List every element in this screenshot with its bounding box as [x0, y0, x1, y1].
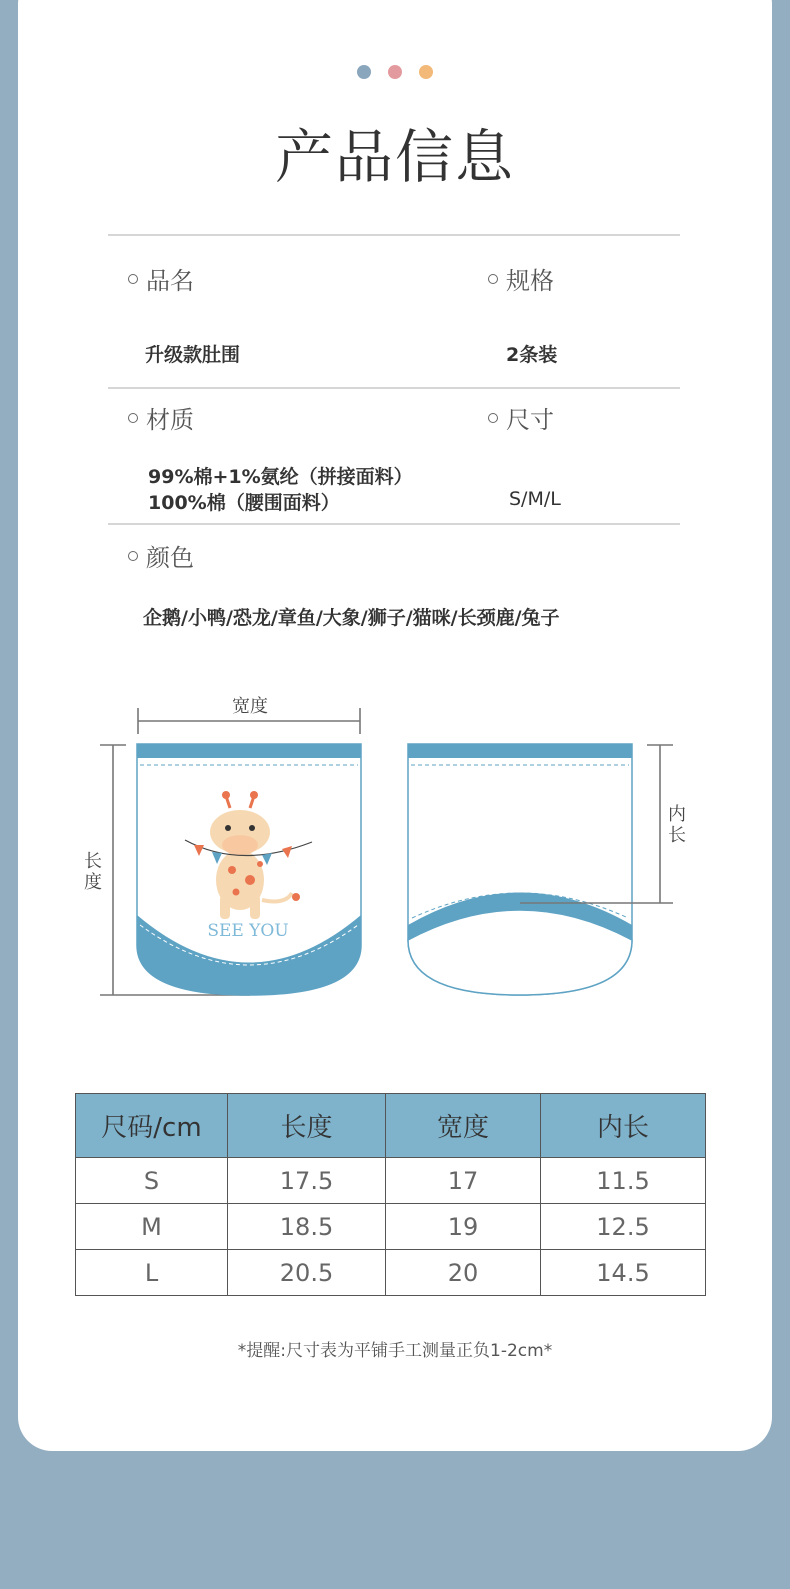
dot-pink	[388, 65, 402, 79]
dot-blue	[357, 65, 371, 79]
divider	[108, 523, 680, 525]
header-width: 宽度	[386, 1094, 541, 1158]
front-garment	[137, 744, 361, 995]
decorative-dots	[0, 64, 790, 83]
cell-width: 17	[386, 1158, 541, 1204]
page-title: 产品信息	[274, 123, 515, 191]
divider	[108, 387, 680, 389]
inner-label-1: 内	[668, 804, 686, 825]
name-value: 升级款肚围	[145, 344, 241, 366]
width-label: 宽度	[232, 696, 268, 717]
table-header-row	[76, 1094, 706, 1158]
spec-value: 2条装	[506, 344, 558, 366]
color-label: 颜色	[128, 538, 194, 573]
size-diagram	[0, 690, 790, 1010]
cell-inner-length: 11.5	[541, 1158, 706, 1204]
size-label: 尺寸	[488, 400, 554, 435]
dot-orange	[419, 65, 433, 79]
header-size: 尺码/cm	[76, 1094, 228, 1158]
cell-size: S	[76, 1158, 228, 1204]
material-value-2: 100%棉（腰围面料）	[148, 492, 340, 514]
cell-length: 17.5	[228, 1158, 386, 1204]
table-row	[76, 1204, 706, 1250]
table-row	[76, 1158, 706, 1204]
measurement-note: *提醒:尺寸表为平铺手工测量正负1-2cm*	[237, 1341, 553, 1361]
size-value: S/M/L	[509, 488, 561, 510]
divider	[108, 234, 680, 236]
cell-inner-length: 12.5	[541, 1204, 706, 1250]
print-text: SEE YOU	[207, 921, 289, 941]
cell-length: 18.5	[228, 1204, 386, 1250]
cell-size: M	[76, 1204, 228, 1250]
length-label-2: 度	[84, 872, 102, 893]
material-value-1: 99%棉+1%氨纶（拼接面料）	[148, 466, 413, 488]
header-inner-length: 内长	[541, 1094, 706, 1158]
inner-label-2: 长	[668, 825, 686, 846]
size-table	[75, 1093, 706, 1296]
back-garment	[408, 744, 632, 995]
cell-size: L	[76, 1250, 228, 1296]
name-label: 品名	[128, 261, 194, 296]
color-value: 企鹅/小鸭/恐龙/章鱼/大象/狮子/猫咪/长颈鹿/兔子	[143, 607, 560, 629]
cell-width: 20	[386, 1250, 541, 1296]
cell-length: 20.5	[228, 1250, 386, 1296]
header-length: 长度	[228, 1094, 386, 1158]
material-label: 材质	[128, 400, 194, 435]
spec-label: 规格	[488, 261, 554, 296]
table-row	[76, 1250, 706, 1296]
length-label-1: 长	[84, 851, 102, 872]
cell-inner-length: 14.5	[541, 1250, 706, 1296]
cell-width: 19	[386, 1204, 541, 1250]
